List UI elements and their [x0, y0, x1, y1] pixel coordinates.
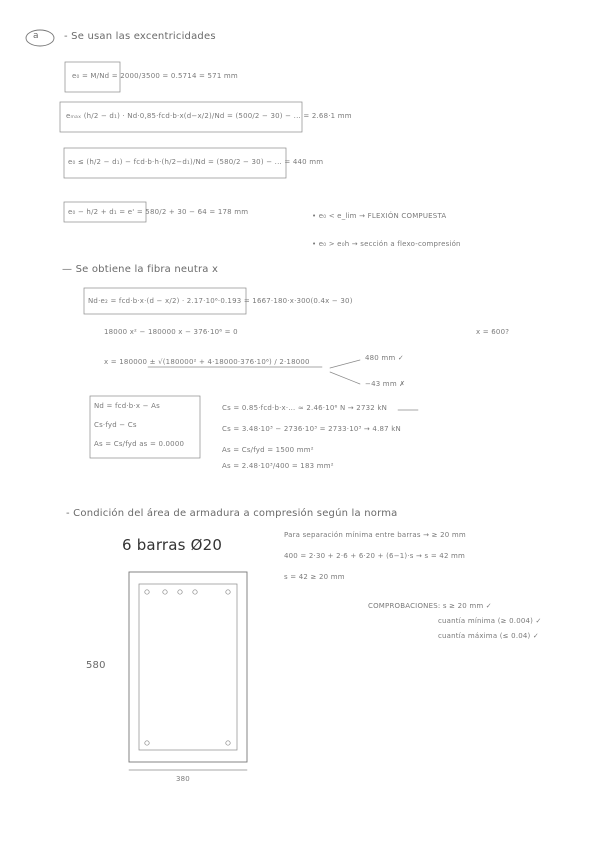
- rebar-top-4: [193, 590, 197, 594]
- calc-line-2: Cs = 3.48·10³ − 2736·10³ = 2733·10³ → 4.87 kN: [222, 425, 401, 433]
- neutral-axis-heading: — Se obtiene la fibra neutra x: [62, 264, 219, 275]
- check-line-3: cuantía máxima (≤ 0.04) ✓: [438, 632, 539, 640]
- calc-line-3: As = Cs/fyd = 1500 mm²: [222, 446, 314, 454]
- rebar-bottom-1: [145, 741, 149, 745]
- root-bad: −43 mm ✗: [365, 380, 406, 388]
- rebar-top-1: [145, 590, 149, 594]
- box-line-3: As = Cs/fyd as = 0.0000: [94, 440, 185, 448]
- bars-label: 6 barras Ø20: [122, 536, 223, 554]
- height-dimension: 580: [86, 660, 106, 671]
- root-good: 480 mm ✓: [365, 354, 404, 362]
- column-outline: [129, 572, 247, 762]
- calc-line-4: As = 2.48·10³/400 = 183 mm²: [222, 462, 334, 470]
- box-line-1: Nd = fcd·b·x − As: [94, 402, 160, 410]
- width-dimension: 380: [176, 775, 190, 783]
- equation-3: e₀ ≤ (h/2 − d₁) − fcd·b·h·(h/2−d₁)/Nd = (580/2 − 30) − ... = 440 mm: [68, 158, 324, 166]
- check-line-2: cuantía mínima (≥ 0.004) ✓: [438, 617, 542, 625]
- box-line-2: Cs·fyd − Cs: [94, 421, 137, 429]
- bullet-2: • e₀ > e₀h → sección a flexo-compresión: [312, 240, 461, 248]
- rebar-bottom-2: [226, 741, 230, 745]
- section-circle: [26, 30, 54, 46]
- spacing-line-3: s = 42 ≥ 20 mm: [284, 573, 345, 581]
- spacing-line-1: Para separación mínima entre barras → ≥ 20 mm: [284, 531, 466, 539]
- rebar-top-5: [226, 590, 230, 594]
- equation-7: x = 180000 ± √(180000² + 4·18000·376·10⁶) / 2·18000: [104, 358, 310, 366]
- calc-line-1: Cs = 0.85·fcd·b·x·… ≈ 2.46·10⁶ N → 2732 kN: [222, 404, 388, 412]
- intro-line: - Se usan las excentricidades: [64, 31, 216, 42]
- rebar-top-2: [163, 590, 167, 594]
- equation-5: Nd·e₂ = fcd·b·x·(d − x/2) · 2.17·10⁶·0.193 = 1667·180·x·300(0.4x − 30): [88, 297, 353, 305]
- spacing-line-2: 400 = 2·30 + 2·6 + 6·20 + (6−1)·s → s = 42 mm: [284, 552, 466, 560]
- equation-6-note: x = 600?: [476, 328, 510, 336]
- equation-6: 18000 x² − 180000 x − 376·10⁶ = 0: [104, 328, 238, 336]
- equation-1: e₀ = M/Nd = 2000/3500 = 0.5714 = 571 mm: [72, 72, 238, 80]
- norm-condition-heading: - Condición del área de armadura a compresión según la norma: [66, 508, 398, 519]
- bullet-1: • e₀ < e_lim → FLEXIÓN COMPUESTA: [312, 212, 447, 220]
- arrow-root-bad: [330, 372, 360, 384]
- equation-4: e₀ − h/2 + d₁ = e' = 580/2 + 30 − 64 = 178 mm: [68, 208, 249, 216]
- check-line-1: COMPROBACIONES: s ≥ 20 mm ✓: [368, 602, 492, 610]
- arrow-root-good: [330, 360, 360, 368]
- rebar-top-3: [178, 590, 182, 594]
- stirrup-outline: [139, 584, 237, 750]
- equation-2: eₘₐₓ (h/2 − d₁) · Nd·0,85·fcd·b·x(d−x/2)/Nd = (500/2 − 30) − ... = 2.68·1 mm: [66, 112, 352, 120]
- section-label: a: [33, 31, 39, 41]
